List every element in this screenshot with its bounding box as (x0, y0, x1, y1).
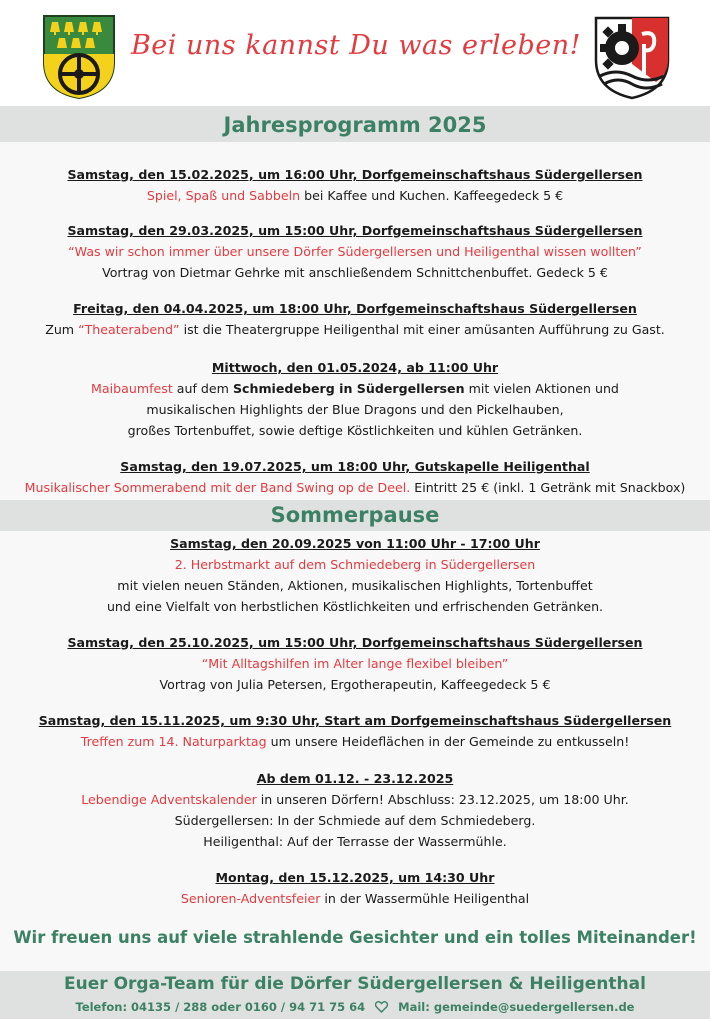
event-text: Südergellersen: In der Schmiede auf dem Schmiedeberg. (174, 813, 536, 828)
event-title: Samstag, den 15.11.2025, um 9:30 Uhr, Start am Dorfgemeinschaftshaus Südergellersen (38, 713, 672, 728)
slogan: Bei uns kannst Du was erleben! (130, 30, 582, 61)
event-title: Ab dem 01.12. - 23.12.2025 (256, 771, 454, 786)
event-title: Samstag, den 25.10.2025, um 15:00 Uhr, Dorfgemeinschaftshaus Südergellersen (67, 635, 643, 650)
event-text: ist die Theatergruppe Heiligenthal mit einer amüsanten Aufführung zu Gast. (179, 322, 665, 337)
event-description (0, 378, 710, 399)
event-text: Vortrag von Dietmar Gehrke mit anschließendem Schnittchenbuffet. Gedeck 5 € (102, 265, 608, 280)
event-highlight: Senioren-Adventsfeier (180, 891, 321, 906)
event-title: Samstag, den 15.02.2025, um 16:00 Uhr, Dorfgemeinschaftshaus Südergellersen (67, 167, 643, 182)
event-text: mit vielen Aktionen und (464, 381, 619, 396)
event-highlight: “Theaterabend” (78, 322, 180, 337)
closing-message: Wir freuen uns auf viele strahlende Gesichter und ein tolles Miteinander! (13, 928, 697, 947)
heiligenthal-crest-icon (592, 14, 672, 100)
event-item (0, 710, 710, 752)
event-text: Vortrag von Julia Petersen, Ergotherapeutin, Kaffeegedeck 5 € (159, 677, 551, 692)
event-highlight: Maibaumfest (91, 381, 173, 396)
event-title: Freitag, den 04.04.2025, um 18:00 Uhr, Dorfgemeinschaftshaus Südergellersen (73, 301, 637, 316)
event-description (0, 888, 710, 909)
footer-phone: Telefon: 04135 / 288 oder 0160 / 94 71 75 64 (75, 1000, 366, 1014)
event-item (0, 220, 710, 283)
event-highlight: 2. Herbstmarkt auf dem Schmiedeberg in Südergellersen (174, 557, 536, 572)
event-text: großes Tortenbuffet, sowie deftige Köstlichkeiten und kühlen Getränken. (127, 423, 583, 438)
event-text: mit vielen neuen Ständen, Aktionen, musikalischen Highlights, Tortenbuffet (117, 578, 593, 593)
event-text: in unseren Dörfern! Abschluss: 23.12.2025, um 18:00 Uhr. (256, 792, 629, 807)
event-title: Samstag, den 29.03.2025, um 15:00 Uhr, Dorfgemeinschaftshaus Südergellersen (67, 223, 643, 238)
heart-icon (375, 1001, 388, 1013)
event-location: Schmiedeberg in Südergellersen (232, 381, 465, 396)
event-item (0, 867, 710, 909)
event-text: in der Wassermühle Heiligenthal (320, 891, 530, 906)
event-item (0, 298, 710, 340)
event-text: bei Kaffee und Kuchen. Kaffeegedeck 5 € (300, 188, 564, 203)
footer-contact (0, 1000, 710, 1014)
event-item (0, 768, 710, 852)
event-text: auf dem (172, 381, 233, 396)
event-title: Montag, den 15.12.2025, um 14:30 Uhr (215, 870, 495, 885)
suedergellersen-crest-icon (42, 14, 116, 100)
event-title: Mittwoch, den 01.05.2024, ab 11:00 Uhr (211, 360, 499, 375)
event-highlight: Musikalischer Sommerabend mit der Band Swing op de Deel. (24, 480, 411, 495)
event-highlight: Spiel, Spaß und Sabbeln (146, 188, 301, 203)
program-title: Jahresprogramm 2025 (0, 106, 710, 142)
event-item (0, 164, 710, 206)
event-description (0, 319, 710, 340)
event-highlight: “Mit Alltagshilfen im Alter lange flexibel bleiben” (201, 656, 509, 671)
event-item (0, 456, 710, 498)
event-description (0, 731, 710, 752)
event-title: Samstag, den 19.07.2025, um 18:00 Uhr, Gutskapelle Heiligenthal (120, 459, 590, 474)
event-text: Heiligenthal: Auf der Terrasse der Wassermühle. (203, 834, 507, 849)
event-description (0, 185, 710, 206)
footer-mail: Mail: gemeinde@suedergellersen.de (398, 1000, 635, 1014)
header (0, 0, 710, 106)
event-description (0, 477, 710, 498)
footer (0, 971, 710, 1019)
event-highlight: Lebendige Adventskalender (81, 792, 257, 807)
event-highlight: Treffen zum 14. Naturparktag (80, 734, 267, 749)
event-item (0, 533, 710, 617)
summer-break-heading: Sommerpause (0, 500, 710, 531)
event-item (0, 357, 710, 441)
event-text: um unsere Heideflächen in der Gemeinde zu entkusseln! (266, 734, 630, 749)
event-highlight: “Was wir schon immer über unsere Dörfer Südergellersen und Heiligenthal wissen wollten” (68, 244, 642, 259)
event-text: musikalischen Highlights der Blue Dragons und den Pickelhauben, (146, 402, 564, 417)
event-description (0, 789, 710, 810)
event-title: Samstag, den 20.09.2025 von 11:00 Uhr - 17:00 Uhr (170, 536, 540, 551)
event-text: Zum (45, 322, 79, 337)
event-text: und eine Vielfalt von herbstlichen Köstlichkeiten und erfrischenden Getränken. (106, 599, 604, 614)
event-text: Eintritt 25 € (inkl. 1 Getränk mit Snackbox) (410, 480, 686, 495)
event-item (0, 632, 710, 695)
footer-team: Euer Orga-Team für die Dörfer Südergellersen & Heiligenthal (64, 974, 646, 994)
